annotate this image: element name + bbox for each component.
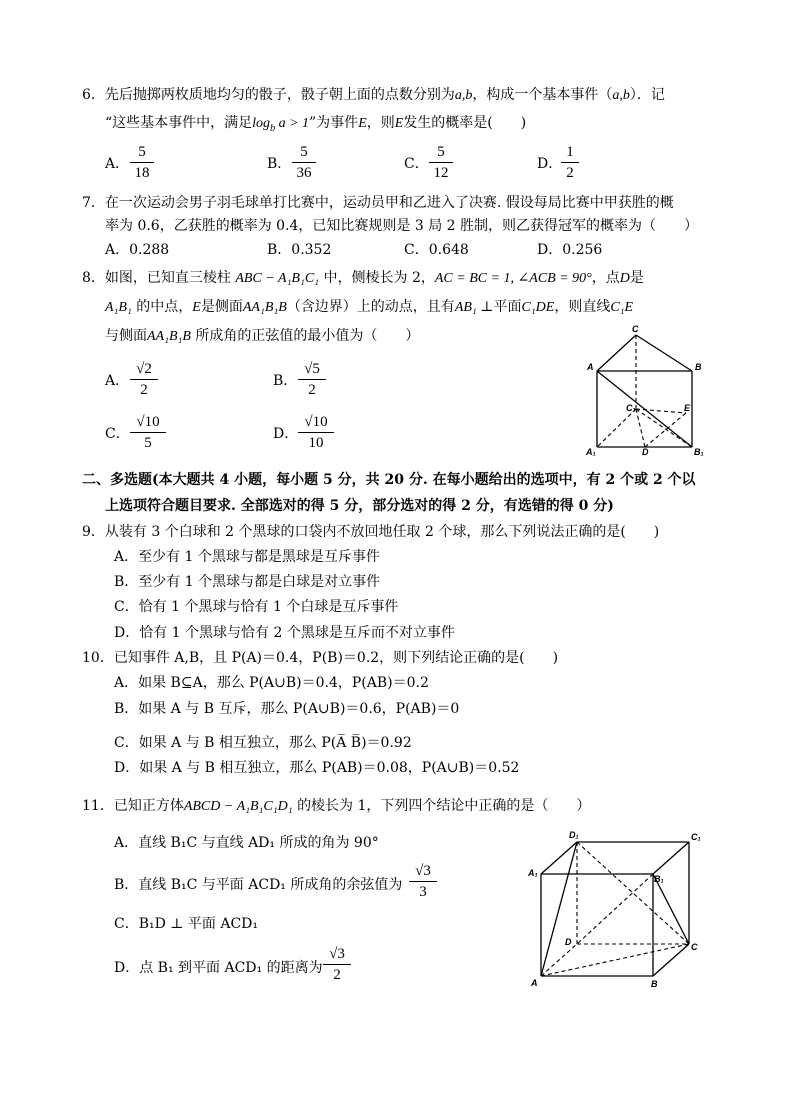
q6-option-c-label: C．: [404, 156, 429, 172]
q6-text-1c: ）．记: [629, 87, 665, 103]
q6-var-ab: a,b: [454, 88, 473, 103]
q8-perp: AB₁ ⊥: [454, 300, 494, 315]
q8-text-2d: （含边界）上的动点，且有: [286, 299, 455, 315]
q11-diag-b1c: [653, 874, 689, 944]
q6-option-d-den: 2: [566, 165, 574, 181]
q11-cube-figure: [525, 826, 710, 991]
q6-line1: [82, 86, 665, 105]
q8-text-1c: ，点: [591, 270, 620, 286]
q8-diag-ab1: [597, 371, 692, 447]
q11-option-b-den: 3: [419, 884, 427, 900]
q7-option-c: C．0.648: [404, 242, 469, 258]
q6-text-2e: 发生的概率是( ): [403, 115, 527, 131]
q11-option-b-fraction: [409, 862, 437, 901]
q8-text-3b: 所成角的正弦值的最小值为（ ）: [195, 328, 420, 344]
q6-text-2a: “这些基本事件中，满足: [105, 115, 253, 131]
q6-option-a-fraction: [130, 143, 154, 182]
q11-option-d-den: 2: [333, 967, 341, 983]
q8-prism: ABC − A₁B₁C₁: [235, 271, 320, 286]
q8-line-c1e: C₁E: [610, 300, 634, 315]
q8-option-b-label: B．: [273, 373, 298, 389]
q9-stem: 9．从装有 3 个白球和 2 个黑球的口袋内不放回地任取 2 个球，那么下列说法正确的是( ): [82, 524, 660, 540]
q9-option-a: A．至少有 1 个黑球与都是黑球是互斥事件: [114, 549, 380, 565]
q6-option-a-den: 18: [134, 165, 150, 181]
q8-edge-ca: [597, 335, 636, 371]
q8-edge-c1a1: [597, 409, 636, 447]
q6-option-b-num: 5: [292, 143, 316, 163]
q8-label-c: C: [632, 325, 639, 334]
q8-option-b-num: √5: [298, 360, 326, 380]
q8-equation: AC = BC = 1, ∠ACB = 90°: [434, 271, 592, 286]
q6-option-d-num: 1: [561, 143, 579, 163]
section2-heading-line1: 二、多选题(本大题共 4 小题，每小题 5 分，共 20 分. 在每小题给出的选项中，有 2 个或 2 个以: [82, 472, 696, 488]
q10-option-b: B．如果 A 与 B 互斥，那么 P(A∪B)＝0.6，P(AB)＝0: [114, 701, 460, 717]
q11-label-a: A: [531, 978, 538, 988]
q6-event-e: E: [358, 116, 367, 131]
q7-option-a: A．0.288: [105, 242, 170, 258]
q8-text-1a: 8．如图，已知直三棱柱: [82, 270, 231, 286]
q11-edge-bc: [653, 944, 689, 976]
q8-label-a1: A₁: [586, 447, 596, 457]
q11-label-a1: A₁: [528, 868, 538, 878]
q6-line2: [105, 114, 526, 138]
q8-option-c-den: 5: [144, 435, 152, 451]
q11-edge-b1c1: [653, 842, 689, 874]
q6-option-d-label: D．: [537, 156, 563, 172]
q6-text-2d: ，则: [366, 115, 395, 131]
q11-option-d-fraction: [323, 945, 351, 984]
q8-face2: AA₁B₁B: [147, 329, 191, 344]
q8-text-3a: 与侧面: [105, 328, 147, 344]
q6-log: log: [252, 116, 271, 131]
q6-option-b-den: 36: [296, 165, 312, 181]
q9-option-c: C．恰有 1 个黑球与恰有 1 个白球是互斥事件: [114, 599, 399, 615]
q11-text-b: 的棱长为 1，下列四个结论中正确的是（ ）: [297, 798, 591, 814]
q6-var-ab2: a,b: [612, 88, 630, 103]
q8-plane: C₁DE: [521, 300, 555, 315]
q8-option-c-num: √10: [130, 413, 166, 433]
q11-option-c: C．B₁D ⊥ 平面 ACD₁: [114, 916, 259, 932]
q9-option-d: D．恰有 1 个黑球与恰有 2 个黑球是互斥而不对立事件: [114, 625, 455, 641]
q8-option-d-num: √10: [298, 413, 334, 433]
q10-option-d: D．如果 A 与 B 相互独立，那么 P(AB)＝0.08，P(A∪B)＝0.52: [114, 760, 520, 776]
q8-text-2f: ，则直线: [554, 299, 611, 315]
q8-segment-a1b1: A₁B₁: [105, 300, 132, 315]
q7-option-d: D．0.256: [537, 242, 603, 258]
q8-text-1b: 中，侧棱长为 2，: [323, 270, 435, 286]
q8-point-e: E: [192, 300, 201, 315]
q8-label-b: B: [695, 362, 702, 372]
q8-option-a-label: A．: [105, 373, 130, 389]
q11-cube: ABCD − A₁B₁C₁D₁: [183, 799, 293, 814]
q8-option-a-num: √2: [130, 360, 158, 380]
q11-label-c: C: [691, 942, 698, 952]
q11-option-a: A．直线 B₁C 与直线 AD₁ 所成的角为 90°: [114, 835, 379, 851]
q11-option-b-num: √3: [409, 862, 437, 882]
q7-line1: 7．在一次运动会男子羽毛球单打比赛中，运动员甲和乙进入了决赛. 假设每局比赛中甲获胜的概: [82, 195, 674, 211]
section2-heading-line2: 上选项符合题目要求. 全部选对的得 5 分，部分选对的得 2 分，有选错的得 0 分): [105, 498, 614, 514]
q8-seg-c1e: [636, 409, 686, 413]
q6-log-cond: a > 1: [275, 116, 310, 131]
q11-text-a: 11．已知正方体: [82, 798, 184, 814]
q8-line3: [105, 327, 419, 346]
q11-diag-ac: [541, 944, 689, 976]
q6-option-c-den: 12: [433, 165, 449, 181]
q8-option-c-label: C．: [105, 426, 130, 442]
q6-text-1: 6．先后抛掷两枚质地均匀的骰子，骰子朝上面的点数分别为: [82, 87, 455, 103]
q8-label-d: D: [642, 447, 649, 457]
q8-label-b1: B₁: [694, 447, 704, 457]
q8-option-a-den: 2: [140, 382, 148, 398]
q8-label-e: E: [684, 403, 691, 413]
q11-label-b: B: [651, 979, 658, 989]
q8-option-b-den: 2: [308, 382, 316, 398]
q11-label-c1: C₁: [691, 832, 701, 842]
q11-option-d-num: √3: [323, 945, 351, 965]
q7-option-b: B．0.352: [267, 242, 332, 258]
q6-option-c-num: 5: [429, 143, 453, 163]
q10-stem: 10．已知事件 A,B，且 P(A)＝0.4，P(B)＝0.2，则下列结论正确的是( ): [82, 650, 559, 666]
q11-edge-a1d1: [541, 842, 577, 874]
q8-face: AA₁B₁B: [242, 300, 287, 315]
q11-option-d: D．点 B₁ 到平面 ACD₁ 的距离为: [114, 960, 323, 976]
q8-label-a: A: [587, 362, 594, 372]
q6-event-e2: E: [394, 116, 404, 131]
q8-option-c-fraction: [130, 413, 166, 452]
q8-option-a-fraction: [130, 360, 158, 399]
q6-option-a-label: A．: [105, 156, 130, 172]
q11-label-d: D: [565, 937, 572, 947]
q8-edge-cb: [636, 335, 692, 371]
q11-diag-ad1: [541, 842, 577, 976]
q8-seg-de: [645, 413, 686, 447]
q11-option-b: B．直线 B₁C 与平面 ACD₁ 所成角的余弦值为: [114, 877, 403, 893]
q8-text-1d: 是: [629, 270, 644, 286]
q8-option-d-fraction: [298, 413, 334, 452]
q8-label-c1: C₁: [626, 403, 636, 413]
q11-label-b1: B₁: [654, 874, 664, 884]
q6-option-a-num: 5: [130, 143, 154, 163]
q8-option-d-den: 10: [308, 435, 324, 451]
q11-diag-b1d: [577, 874, 653, 944]
q6-text-2c: ”为事件: [309, 115, 359, 131]
q8-line1: [82, 269, 644, 288]
q9-option-b: B．至少有 1 个黑球与都是白球是对立事件: [114, 574, 381, 590]
q6-log-base: b: [270, 122, 276, 134]
q10-option-c: C．如果 A 与 B 相互独立，那么 P(A̅ B̅)＝0.92: [114, 735, 412, 751]
q8-text-2c: 是侧面: [200, 299, 243, 315]
q6-option-b-fraction: [292, 143, 316, 182]
q11-edge-ad: [541, 944, 577, 976]
q8-prism-figure: [585, 325, 715, 457]
q7-line2: 率为 0.6，乙获胜的概率为 0.4，已知比赛规则是 3 局 2 胜制，则乙获得冠军的概率为（ ）: [105, 218, 699, 234]
q6-option-b-label: B．: [267, 156, 292, 172]
q10-option-a: A．如果 B⊆A，那么 P(A∪B)＝0.4，P(AB)＝0.2: [114, 675, 429, 691]
q8-option-d-label: D．: [273, 426, 299, 442]
q11-stem: [82, 797, 590, 816]
q8-point-d: D: [619, 271, 630, 286]
q6-option-c-fraction: [429, 143, 453, 182]
q11-label-d1: D₁: [569, 830, 579, 840]
q8-line2: [105, 298, 633, 317]
q6-text-1b: ，构成一个基本事件（: [472, 87, 613, 103]
q8-text-2e: 平面: [493, 299, 522, 315]
q8-text-2b: 的中点，: [136, 299, 193, 315]
q6-option-d-fraction: [561, 143, 579, 182]
q8-option-b-fraction: [298, 360, 326, 399]
